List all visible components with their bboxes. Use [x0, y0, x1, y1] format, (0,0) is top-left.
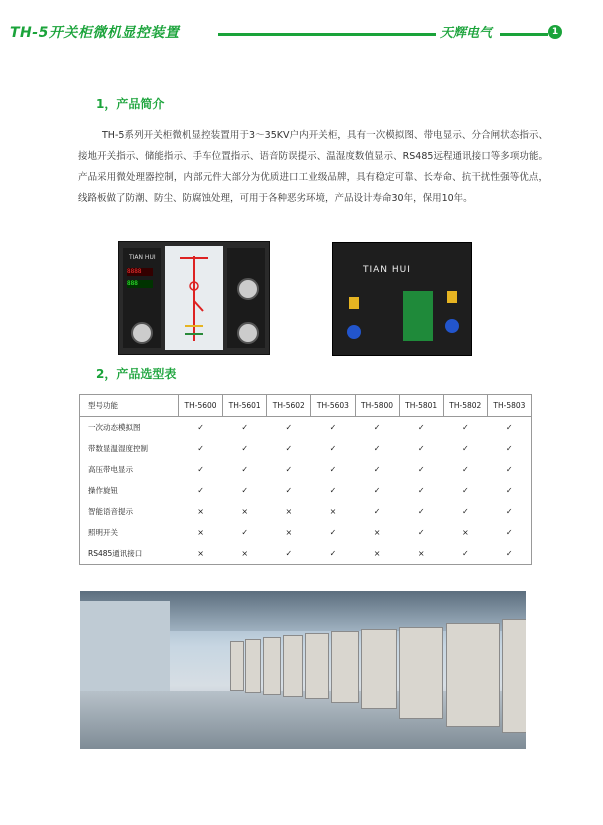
header-brand: 天辉电气	[440, 26, 493, 41]
table-mark-cell: ✓	[461, 465, 469, 474]
table-mark-cell: ✓	[329, 423, 337, 432]
red-led-display: 8888	[127, 268, 153, 276]
mimic-diagram-panel	[165, 246, 223, 350]
table-feature-cell: 智能语音提示	[88, 507, 133, 516]
table-header-model: TH-5602	[267, 395, 311, 417]
switchgear-cabinet	[283, 635, 303, 697]
table-header-model: TH-5801	[399, 395, 443, 417]
table-mark-cell: ×	[285, 528, 293, 537]
table-header-row	[80, 395, 532, 417]
switchgear-cabinet	[361, 629, 397, 709]
table-mark-cell: ✓	[373, 444, 381, 453]
table-mark-cell: ✓	[505, 423, 513, 432]
switchgear-cabinet	[263, 637, 281, 695]
table-mark-cell: ×	[197, 507, 204, 516]
table-mark-cell: ✓	[285, 423, 293, 432]
room-left-wall	[80, 601, 170, 701]
table-feature-cell: 操作旋钮	[88, 486, 118, 495]
table-mark-cell: ✓	[505, 444, 513, 453]
table-mark-cell: ✓	[329, 549, 337, 558]
table-mark-cell: ✓	[241, 423, 249, 432]
table-row	[80, 501, 532, 522]
table-mark-cell: ×	[417, 549, 425, 558]
table-mark-cell: ✓	[197, 465, 204, 474]
selection-table	[79, 394, 532, 565]
blue-plug-right	[445, 319, 459, 333]
yellow-connector-left	[349, 297, 359, 309]
table-mark-cell: ✓	[241, 528, 249, 537]
table-header-model: TH-5600	[179, 395, 223, 417]
device-left-panel	[123, 248, 161, 348]
switchgear-cabinet	[245, 639, 261, 693]
table-feature-cell: 带数显温湿度控制	[88, 444, 148, 453]
terminal-block	[403, 291, 433, 341]
table-mark-cell: ×	[373, 549, 381, 558]
table-mark-cell: ✓	[329, 486, 337, 495]
table-feature-cell: 一次动态模拟图	[88, 423, 141, 432]
rotary-knob-left	[131, 322, 153, 344]
table-feature-cell: 高压带电显示	[88, 465, 133, 474]
table-header-feature: 型号功能	[88, 401, 118, 410]
table-mark-cell: ✓	[197, 423, 204, 432]
table-mark-cell: ✓	[505, 528, 513, 537]
table-mark-cell: ×	[197, 549, 204, 558]
table-mark-cell: ✓	[505, 486, 513, 495]
table-mark-cell: ✓	[461, 486, 469, 495]
intro-paragraph: TH-5系列开关柜微机显控装置用于3～35KV户内开关柜，具有一次模拟图、带电显示、分合闸状态指示、接地开关指示、储能指示、手车位置指示、语音防误提示、温湿度数值显示、RS485远程通讯接口等多项功能。产品采用微处理器控制，内部元件大部分为优质进口工业级品牌，具有稳定可靠、长寿命、抗干扰性强等优点，线路板做了防潮、防尘、防腐蚀处理，可用于各种恶劣环境，产品设计寿命30年，保用10年。	[78, 130, 548, 204]
table-mark-cell: ✓	[417, 444, 425, 453]
table-mark-cell: ✓	[285, 486, 293, 495]
table-mark-cell: ✓	[373, 465, 381, 474]
table-mark-cell: ✓	[241, 465, 249, 474]
table-mark-cell: ✓	[461, 507, 469, 516]
table-mark-cell: ✓	[461, 423, 469, 432]
table-mark-cell: ✓	[373, 486, 381, 495]
table-mark-cell: ×	[241, 549, 249, 558]
mimic-diagram-icon	[165, 246, 223, 350]
table-row	[80, 522, 532, 543]
device-front-photo	[118, 241, 270, 355]
table-row	[80, 480, 532, 501]
table-mark-cell: ✓	[461, 444, 469, 453]
table-mark-cell: ✓	[417, 423, 425, 432]
page-header	[0, 0, 603, 60]
switchgear-room-photo	[80, 591, 526, 749]
table-row	[80, 459, 532, 480]
table-mark-cell: ✓	[241, 486, 249, 495]
table-mark-cell: ✓	[417, 486, 425, 495]
table-mark-cell: ✓	[461, 549, 469, 558]
table-mark-cell: ✓	[417, 507, 425, 516]
section-title-selection: 2，产品选型表	[96, 367, 177, 381]
switchgear-cabinet	[446, 623, 500, 727]
switchgear-cabinet	[399, 627, 443, 719]
header-rule-left	[218, 33, 436, 36]
switchgear-cabinet	[502, 619, 526, 733]
table-header-model: TH-5803	[487, 395, 531, 417]
table-mark-cell: ×	[197, 528, 204, 537]
table-mark-cell: ✓	[505, 507, 513, 516]
yellow-connector-right	[447, 291, 457, 303]
table-mark-cell: ×	[285, 507, 293, 516]
table-mark-cell: ×	[373, 528, 381, 537]
table-header-model: TH-5601	[223, 395, 267, 417]
switchgear-cabinet	[331, 631, 359, 703]
table-header-model: TH-5603	[311, 395, 355, 417]
table-mark-cell: ✓	[505, 549, 513, 558]
table-mark-cell: ✓	[285, 465, 293, 474]
green-led-display: 888	[127, 280, 153, 288]
page-number-badge: 1	[548, 25, 562, 39]
table-mark-cell: ×	[241, 507, 249, 516]
table-mark-cell: ✓	[417, 465, 425, 474]
switchgear-cabinet	[305, 633, 329, 699]
table-mark-cell: ✓	[197, 444, 204, 453]
rotary-knob-right-top	[237, 278, 259, 300]
table-mark-cell: ✓	[505, 465, 513, 474]
header-title: TH-5开关柜微机显控装置	[10, 25, 180, 41]
table-feature-cell: 照明开关	[88, 528, 118, 537]
table-row	[80, 417, 532, 439]
section-title-intro: 1，产品简介	[96, 97, 165, 111]
device-brand-label: TIAN HUI	[129, 254, 156, 261]
table-mark-cell: ✓	[285, 444, 293, 453]
table-row	[80, 543, 532, 565]
device-rear-photo	[332, 242, 472, 356]
table-header-model: TH-5800	[355, 395, 399, 417]
table-feature-cell: RS485通讯接口	[88, 549, 143, 558]
table-mark-cell: ✓	[373, 423, 381, 432]
rotary-knob-right-bottom	[237, 322, 259, 344]
table-mark-cell: ✓	[329, 444, 337, 453]
table-mark-cell: ×	[329, 507, 337, 516]
header-rule-right	[500, 33, 548, 36]
device-rear-brand-label: TIAN HUI	[363, 265, 411, 275]
switchgear-cabinet	[230, 641, 244, 691]
table-mark-cell: ✓	[197, 486, 204, 495]
table-mark-cell: ✓	[417, 528, 425, 537]
table-header-model: TH-5802	[443, 395, 487, 417]
table-row	[80, 438, 532, 459]
table-mark-cell: ✓	[329, 528, 337, 537]
table-mark-cell: ✓	[285, 549, 293, 558]
device-right-panel	[227, 248, 265, 348]
table-mark-cell: ✓	[329, 465, 337, 474]
table-mark-cell: ×	[461, 528, 469, 537]
table-mark-cell: ✓	[373, 507, 381, 516]
blue-plug-left	[347, 325, 361, 339]
table-mark-cell: ✓	[241, 444, 249, 453]
